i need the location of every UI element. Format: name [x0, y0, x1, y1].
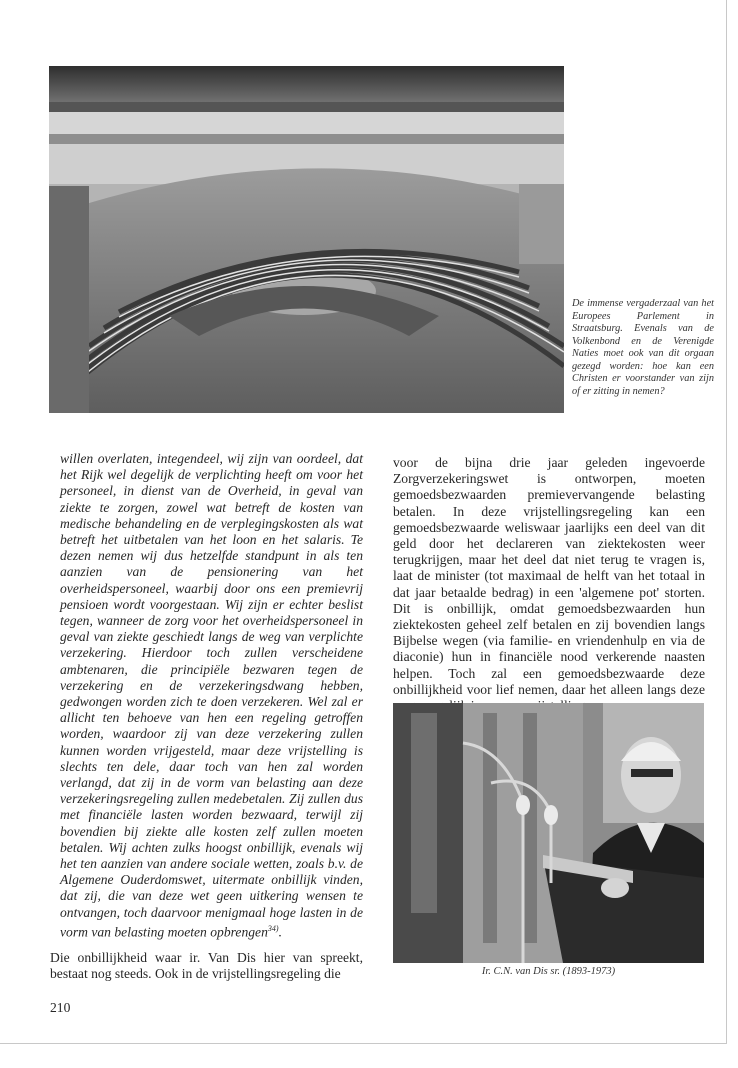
parliament-photo-caption: De immense vergaderzaal van het Europees Parlement in Straatsburg. Evenals van de Volkenbond en de Verenigde Naties moet ook van dit orgaan gezegd worden: hoe kan een Christen er voorstander van zijn of er zitting in nemen?	[572, 298, 714, 397]
left-column-quote	[60, 451, 363, 941]
quote-end: .	[278, 924, 282, 940]
speaker-photo	[393, 703, 704, 963]
footnote-reference: 34)	[267, 923, 279, 933]
quote-text: willen overlaten, integendeel, wij zijn van oordeel, dat het Rijk wel degelijk de verplichting heeft om voor het personeel, in dienst van de Overheid, in geval van ziekte te zorgen, zowel wat betreft de kosten van medische behandeling en de verplegingskosten als wat betreft het uitbetalen van het loon en het salaris. Te dezen nemen wij dus hetzelfde standpunt in als ten aanzien van de pensionering van het overheidspersoneel, waarbij door ons een premievrij pensioen wordt voorgestaan. Wij zijn er echter beslist tegen, wanneer de zorg voor het overheidspersoneel in geval van ziekte geschiedt langs de weg van verplichte verzekering. Hierdoor toch zullen verscheidene ambtenaren, die principiële bezwaren tegen de verzekering en de verzekeringsdwang hebben, gedwongen worden zich te doen verzekeren. Wel zal er allicht ten behoeve van hen een regeling getroffen worden, waardoor zij van deze verzekering zullen kunnen worden vrijgesteld, maar deze vrijstelling is slechts ten dele, daar toch van hen zal worden verlangd, dat zij in de vorm van belasting aan deze verzekeringsregeling zullen medebetalen. Zij zullen dus met financiële lasten worden bezwaard, terwijl zij bovendien bij ziekte alle kosten zelf zullen moeten betalen. Wij achten zulks hoogst onbillijk, evenals wij het ten aanzien van andere sociale wetten, zoals b.v. de Algemene Ouderdomswet, uitermate onbillijk vinden, dat zij, die van deze wet geen uitkering wensen te ontvangen, toch daarvoor menigmaal hoge lasten in de vorm van belasting moeten opbrengen	[60, 451, 363, 940]
left-column-body: Die onbillijkheid waar ir. Van Dis hier van spreekt, bestaat nog steeds. Ook in de vrijstellingsregeling die	[50, 950, 363, 982]
speaker-photo-caption: Ir. C.N. van Dis sr. (1893-1973)	[481, 966, 616, 977]
page-number: 210	[50, 1000, 71, 1015]
right-column-body: voor de bijna drie jaar geleden ingevoerde Zorgverzekeringswet is ontworpen, moeten gemoedsbezwaarden premievervangende belasting betalen. In deze vrijstellingsregeling kan een gemoedsbezwaarde weliswaar jaarlijks een deel van dit geld door het declareren van ziektekosten weer terugkrijgen, maar het deel dat niet terug te vragen is, laat de minister (tot maximaal de helft van het totaal in dat jaar betaalde bedrag) in een 'algemene pot' storten. Dit is onbillijk, omdat gemoedsbezwaarden hun ziektekosten geheel zelf betalen en zij bovendien langs Bijbelse wegen (via familie- en vriendenhulp en via de diaconie) hun in financiële nood verkerende naasten helpen. Toch zal een gemoedsbezwaarde deze onbillijkheid voor lief nemen, daar het alleen langs deze	[393, 455, 705, 697]
parliament-hall-photo	[49, 66, 564, 413]
